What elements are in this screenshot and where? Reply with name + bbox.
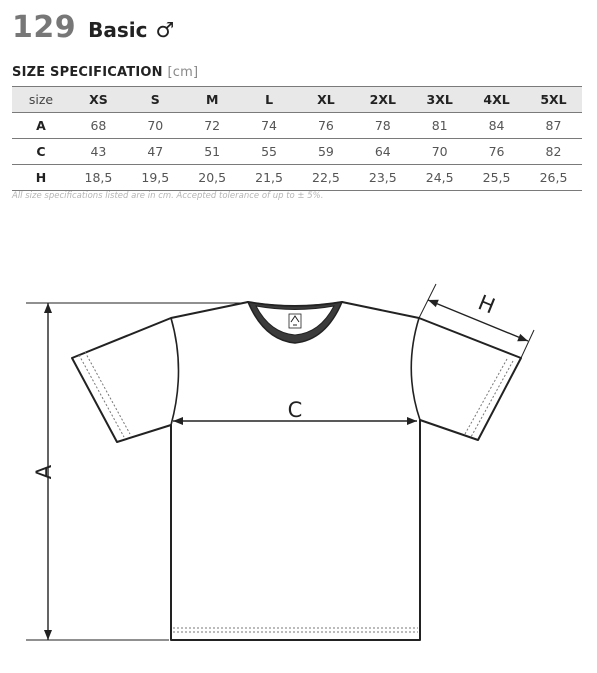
dimension-h-arrow-right xyxy=(517,334,528,341)
table-cell: 26,5 xyxy=(525,165,582,191)
product-name: Basic xyxy=(88,18,148,42)
table-cell: 76 xyxy=(468,139,525,165)
table-cell: 84 xyxy=(468,113,525,139)
tolerance-note: All size specifications listed are in cm. Accepted tolerance of up to ± 5%. xyxy=(12,191,324,201)
table-cell: 68 xyxy=(70,113,127,139)
table-cell: 51 xyxy=(184,139,241,165)
table-cell: 70 xyxy=(411,139,468,165)
size-column-header: XL xyxy=(298,87,355,113)
table-cell: 24,5 xyxy=(411,165,468,191)
spec-title: SIZE SPECIFICATION xyxy=(12,65,163,80)
dimension-a-label: A xyxy=(32,464,56,480)
table-cell: 82 xyxy=(525,139,582,165)
table-cell: 23,5 xyxy=(354,165,411,191)
table-cell: 43 xyxy=(70,139,127,165)
measurement-label: A xyxy=(12,113,70,139)
size-header-label: size xyxy=(12,87,70,113)
table-cell: 22,5 xyxy=(298,165,355,191)
size-column-header: 3XL xyxy=(411,87,468,113)
product-code: 129 xyxy=(12,10,77,45)
spec-unit: [cm] xyxy=(167,65,199,80)
table-cell: 81 xyxy=(411,113,468,139)
table-cell: 76 xyxy=(298,113,355,139)
tshirt-outline xyxy=(72,302,521,640)
dimension-h-extension-bottom xyxy=(521,330,534,358)
size-column-header: 4XL xyxy=(468,87,525,113)
size-column-header: 2XL xyxy=(354,87,411,113)
table-cell: 47 xyxy=(127,139,184,165)
measurement-label: C xyxy=(12,139,70,165)
table-cell: 72 xyxy=(184,113,241,139)
table-cell: 74 xyxy=(241,113,298,139)
size-column-header: S xyxy=(127,87,184,113)
table-cell: 25,5 xyxy=(468,165,525,191)
size-column-header: XS xyxy=(70,87,127,113)
table-cell: 78 xyxy=(354,113,411,139)
dimension-h-arrow-left xyxy=(428,300,439,307)
table-cell: 64 xyxy=(354,139,411,165)
table-cell: 20,5 xyxy=(184,165,241,191)
male-icon: ♂ xyxy=(155,18,175,42)
size-column-header: M xyxy=(184,87,241,113)
measurement-label: H xyxy=(12,165,70,191)
table-cell: 18,5 xyxy=(70,165,127,191)
table-cell: 59 xyxy=(298,139,355,165)
table-cell: 87 xyxy=(525,113,582,139)
table-cell: 19,5 xyxy=(127,165,184,191)
size-column-header: 5XL xyxy=(525,87,582,113)
dimension-h-label: H xyxy=(474,290,499,319)
table-cell: 70 xyxy=(127,113,184,139)
dimension-c-label: C xyxy=(287,398,303,422)
table-cell: 55 xyxy=(241,139,298,165)
size-column-header: L xyxy=(241,87,298,113)
dimension-a-arrow-bottom xyxy=(44,630,52,640)
dimension-a-arrow-top xyxy=(44,303,52,313)
table-cell: 21,5 xyxy=(241,165,298,191)
